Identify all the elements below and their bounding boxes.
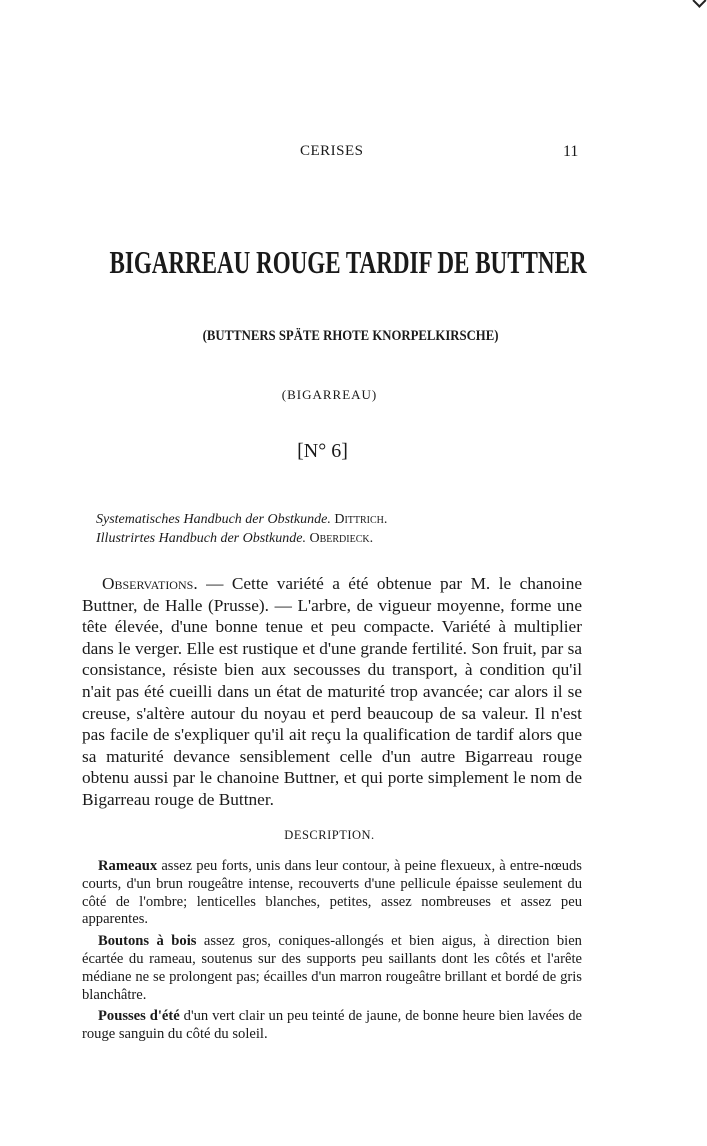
variety-number: [N° 6]	[297, 440, 348, 462]
reference-item	[96, 529, 616, 548]
german-subtitle: (BUTTNERS SPÄTE RHOTE KNORPELKIRSCHE)	[202, 328, 499, 344]
description-term: Boutons à bois	[98, 933, 197, 950]
page-number: 11	[563, 143, 579, 160]
observations-paragraph	[82, 573, 582, 811]
description-text: d'un vert clair un peu teinté de jaune, de bonne heure bien lavées de rouge sanguin du côté du soleil.	[82, 1008, 582, 1043]
running-head	[0, 143, 707, 165]
description-block	[82, 858, 582, 1048]
description-item-rameaux	[82, 858, 582, 929]
reference-author: Dittrich.	[334, 512, 388, 527]
description-item-pousses	[82, 1008, 582, 1044]
observations-label: Observations.	[102, 574, 198, 593]
reference-author: Oberdieck.	[309, 531, 374, 546]
synonym-label: (BIGARREAU)	[281, 387, 378, 402]
reference-title: Systematisches Handbuch der Obstkunde.	[96, 512, 331, 527]
page-corner-mark	[692, 0, 706, 8]
page-title: BIGARREAU ROUGE TARDIF DE BUTTNER	[109, 244, 587, 280]
running-title: CERISES	[300, 143, 364, 159]
description-text: assez gros, coniques-allongés et bien aigus, à direction bien écartée du rameau, soutenus sur des supports peu saillants dont les côtés et l'arête médiane ne se prolongent pas; écailles d'un marron rougeâtre brillant et bordé de gris blanchâtre.	[82, 933, 582, 1003]
reference-item	[96, 510, 616, 529]
references-block	[96, 510, 616, 548]
description-term: Rameaux	[98, 858, 158, 874]
description-item-boutons	[82, 933, 582, 1004]
description-heading: DESCRIPTION.	[284, 828, 375, 842]
reference-title: Illustrirtes Handbuch der Obstkunde.	[96, 531, 306, 546]
description-text: assez peu forts, unis dans leur contour, à peine flexueux, à entre-nœuds courts, d'un brun rougeâtre intense, recouverts d'une pellicule épaisse seulement du côté de l'ombre; lenticelles blanches, petites, assez nombreuses et assez peu apparentes.	[82, 858, 582, 928]
description-term: Pousses d'été	[98, 1008, 180, 1025]
observations-text: — Cette variété a été obtenue par M. le chanoine Buttner, de Halle (Prusse). — L'arbre, de vigueur moyenne, forme une tête élevée, d'une bonne tenue et peu compacte. Variété à multiplier dans le verger. Elle est rustique et d'une grande fertilité. Son fruit, par sa consistance, résiste bien aux secousses du transport, à condition qu'il n'ait pas été cueilli dans un état de maturité trop avancée; car alors il se creuse, s'altère autour du noyau et perd beaucoup de sa valeur. Il n'est pas facile de s'expliquer qu'il ait reçu la qualification de tardif alors que sa maturité devance sensiblement celle d'un autre Bigarreau rouge obtenu aussi par le chanoine Buttner, et qui porte simplement le nom de Bigarreau rouge de Buttner.	[82, 574, 582, 809]
